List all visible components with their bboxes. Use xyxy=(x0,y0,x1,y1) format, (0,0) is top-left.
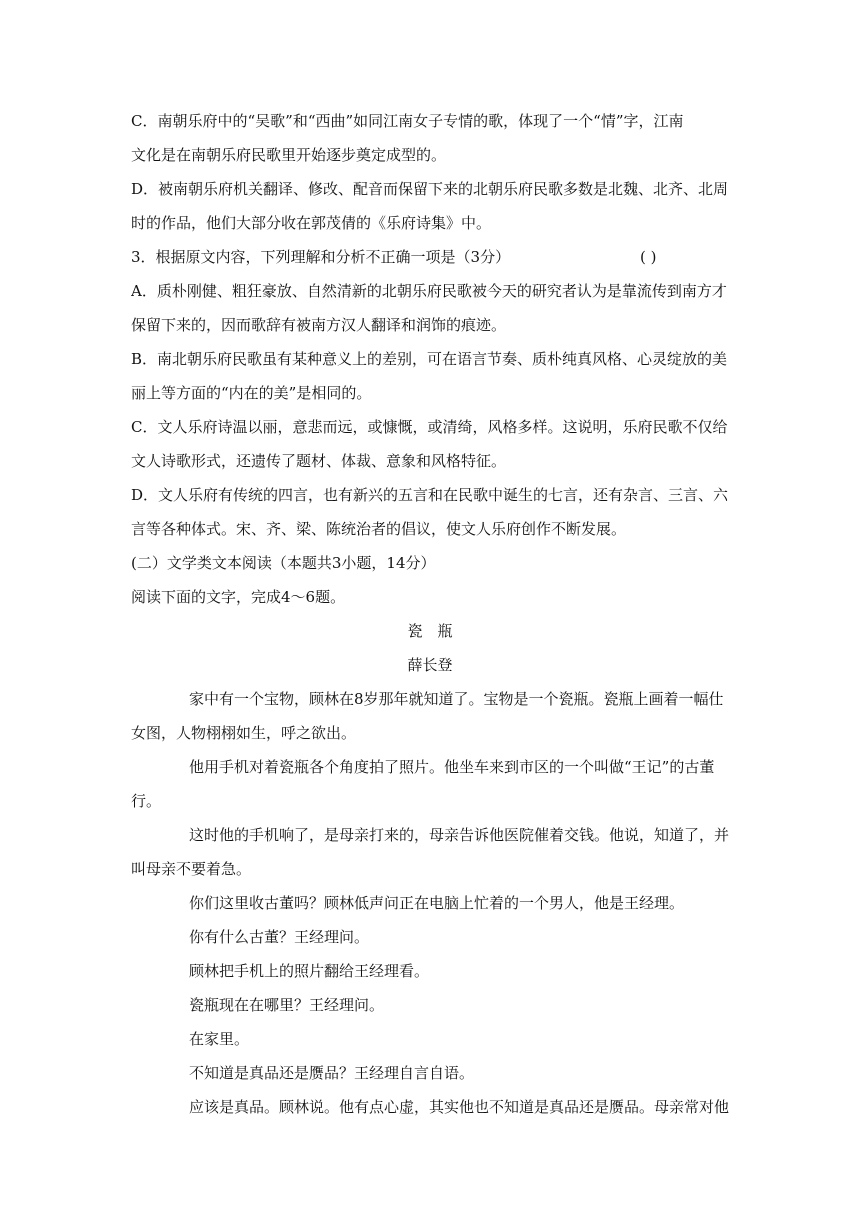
paragraph-1-line-2: 女图，人物栩栩如生，呼之欲出。 xyxy=(131,724,357,742)
q3-option-c-line-1: C．文人乐府诗温以丽，意悲而远，或慷慨，或清绮，风格多样。这说明，乐府民歌不仅给 xyxy=(131,418,728,436)
answer-blank: ( ) xyxy=(640,248,657,266)
paragraph-4: 你们这里收古董吗？顾林低声问正在电脑上忙着的一个男人，他是王经理。 xyxy=(189,894,685,912)
paragraph-1-line-1: 家中有一个宝物，顾林在8岁那年就知道了。宝物是一个瓷瓶。瓷瓶上画着一幅仕 xyxy=(189,690,724,708)
q2-option-d-line-2: 时的作品，他们大部分收在郭茂倩的《乐府诗集》中。 xyxy=(131,214,492,232)
section-heading: (二）文学类文本阅读（本题共3小题，14分） xyxy=(131,554,436,572)
q3-option-c-line-2: 文人诗歌形式，还遗传了题材、体裁、意象和风格特征。 xyxy=(131,452,507,470)
question-3-stem: 3．根据原文内容，下列理解和分析不正确一项是（3分） xyxy=(131,248,511,266)
q2-option-d-line-1: D．被南朝乐府机关翻译、修改、配音而保留下来的北朝乐府民歌多数是北魏、北齐、北周 xyxy=(131,180,729,198)
paragraph-7: 瓷瓶现在在哪里？王经理问。 xyxy=(189,996,385,1014)
q3-option-a-line-2: 保留下来的，因而歌辞有被南方汉人翻译和润饰的痕迹。 xyxy=(131,316,507,334)
story-author: 薛长登 xyxy=(407,656,453,674)
q3-option-d-line-1: D．文人乐府有传统的四言，也有新兴的五言和在民歌中诞生的七言，还有杂言、三言、六 xyxy=(131,486,729,504)
paragraph-5: 你有什么古董？王经理问。 xyxy=(189,928,370,946)
section-instruction: 阅读下面的文字，完成4～6题。 xyxy=(131,588,346,606)
paragraph-3-line-2: 叫母亲不要着急。 xyxy=(131,860,252,878)
q2-option-c-line-2: 文化是在南朝乐府民歌里开始逐步奠定成型的。 xyxy=(131,146,447,164)
paragraph-3-line-1: 这时他的手机响了，是母亲打来的，母亲告诉他医院催着交钱。他说，知道了，并 xyxy=(189,826,730,844)
q2-option-c-line-1: C．南朝乐府中的“吴歌”和“西曲”如同江南女子专情的歌，体现了一个“情”字，江南 xyxy=(131,112,684,130)
q3-option-b-line-2: 丽上等方面的“内在的美”是相同的。 xyxy=(131,384,372,402)
paragraph-9: 不知道是真品还是赝品？王经理自言自语。 xyxy=(189,1064,475,1082)
story-title: 瓷 瓶 xyxy=(407,622,453,640)
paragraph-8: 在家里。 xyxy=(189,1030,250,1048)
paragraph-2-line-2: 行。 xyxy=(131,792,162,810)
q3-option-b-line-1: B．南北朝乐府民歌虽有某种意义上的差别，可在语言节奏、质朴纯真风格、心灵绽放的美 xyxy=(131,350,728,368)
paragraph-2-line-1: 他用手机对着瓷瓶各个角度拍了照片。他坐车来到市区的一个叫做“王记”的古董 xyxy=(189,758,715,776)
q3-option-a-line-1: A．质朴刚健、粗狂豪放、自然清新的北朝乐府民歌被今天的研究者认为是靠流传到南方才 xyxy=(131,282,727,300)
paragraph-6: 顾林把手机上的照片翻给王经理看。 xyxy=(189,962,430,980)
paragraph-10: 应该是真品。顾林说。他有点心虚，其实他也不知道是真品还是赝品。母亲常对他 xyxy=(189,1098,730,1116)
q3-option-d-line-2: 言等各种体式。宋、齐、梁、陈统治者的倡议，使文人乐府创作不断发展。 xyxy=(131,520,627,538)
